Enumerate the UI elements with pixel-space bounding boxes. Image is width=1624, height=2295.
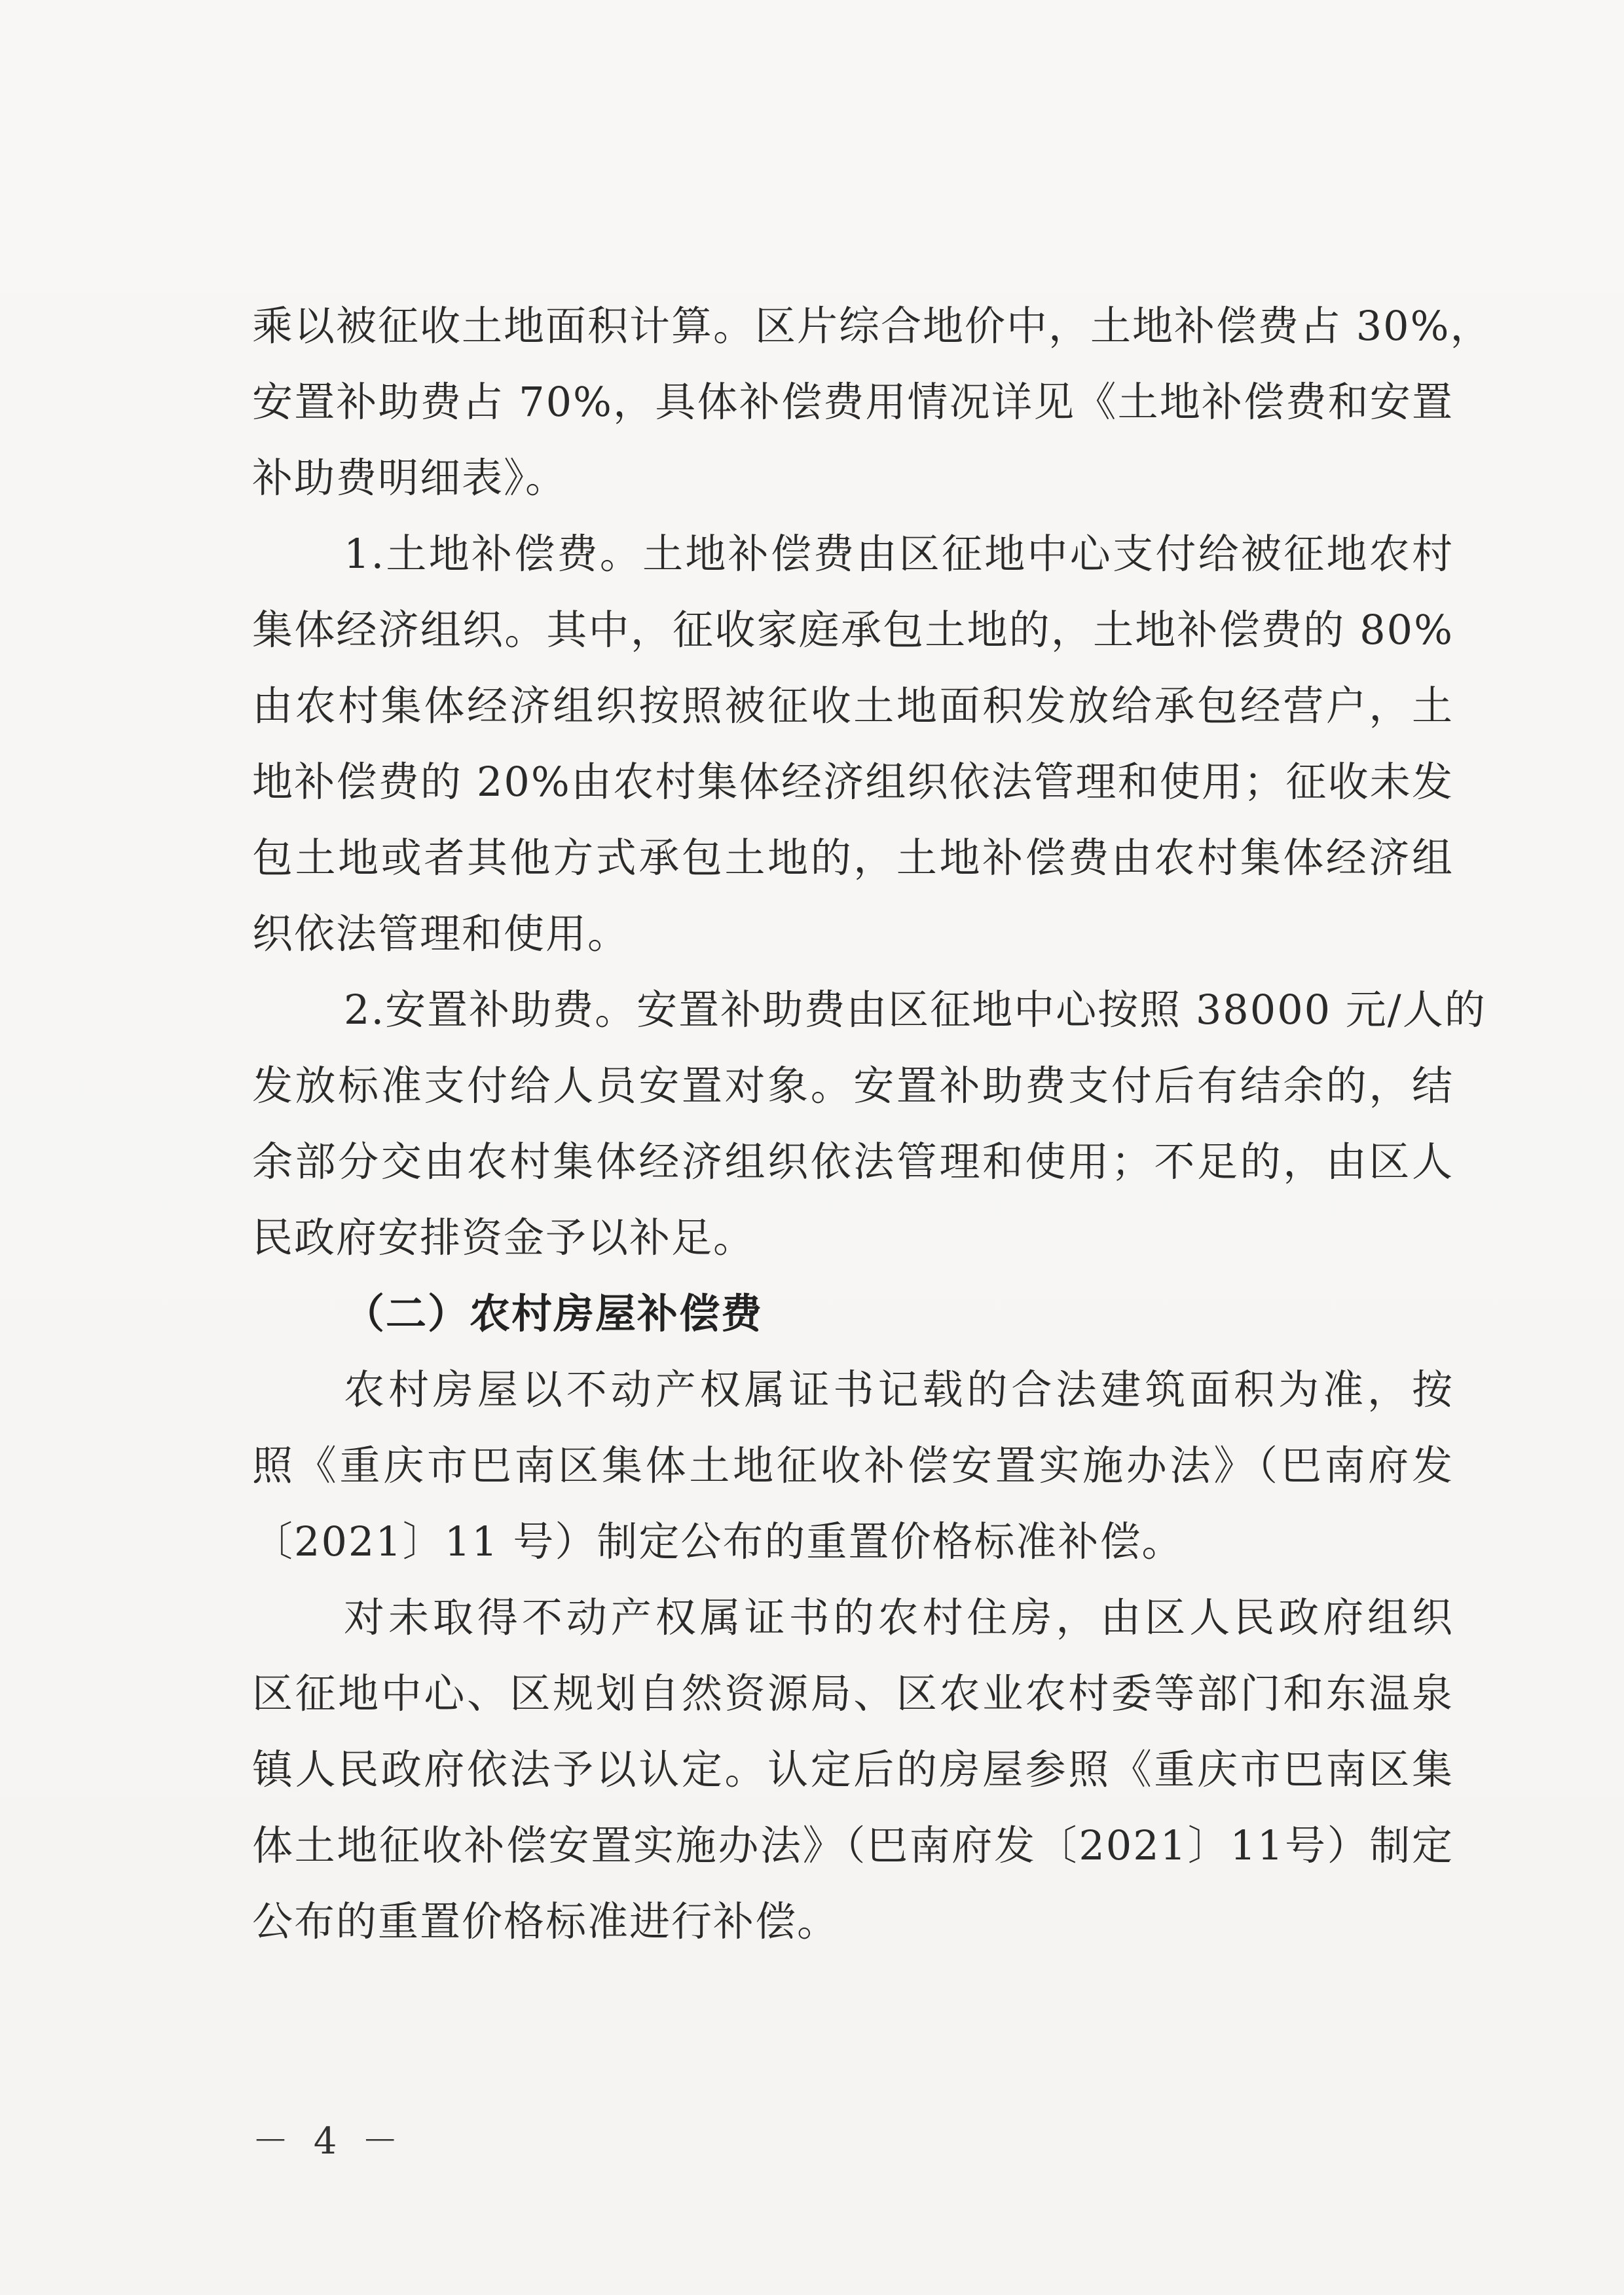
text-line: 集体经济组织。其中，征收家庭承包土地的，土地补偿费的 80% (252, 606, 1454, 654)
text-line: 余部分交由农村集体经济组织依法管理和使用；不足的，由区人 (252, 1138, 1454, 1185)
text-line: 补助费明细表》。 (252, 454, 568, 502)
document-body (252, 288, 1492, 1960)
section-heading: （二）农村房屋补偿费 (344, 1290, 764, 1337)
text-line: 由农村集体经济组织按照被征收土地面积发放给承包经营户，土 (252, 682, 1454, 730)
text-line: 织依法管理和使用。 (252, 910, 630, 958)
text-line: 体土地征收补偿安置实施办法》（巴南府发〔2021〕11号）制定 (252, 1821, 1454, 1869)
text-line: 1.土地补偿费。土地补偿费由区征地中心支付给被征地农村 (344, 530, 1454, 578)
text-line: 地补偿费的 20%由农村集体经济组织依法管理和使用；征收未发 (252, 758, 1454, 806)
text-line: 公布的重置价格标准进行补偿。 (252, 1897, 840, 1945)
text-line: 乘以被征收土地面积计算。区片综合地价中，土地补偿费占 30%， (252, 302, 1492, 350)
text-line: 安置补助费占 70%，具体补偿费用情况详见《土地补偿费和安置 (252, 378, 1454, 426)
text-line: 包土地或者其他方式承包土地的，土地补偿费由农村集体经济组 (252, 834, 1454, 882)
text-line: 区征地中心、区规划自然资源局、区农业农村委等部门和东温泉 (252, 1670, 1454, 1717)
text-line: 〔2021〕11 号）制定公布的重置价格标准补偿。 (252, 1518, 1184, 1565)
text-line: 对未取得不动产权属证书的农村住房，由区人民政府组织 (344, 1594, 1454, 1641)
text-line: 发放标准支付给人员安置对象。安置补助费支付后有结余的，结 (252, 1062, 1454, 1110)
text-line: 2.安置补助费。安置补助费由区征地中心按照 38000 元/人的 (344, 986, 1486, 1034)
text-line: 镇人民政府依法予以认定。认定后的房屋参照《重庆市巴南区集 (252, 1745, 1454, 1793)
text-line: 照《重庆市巴南区集体土地征收补偿安置实施办法》（巴南府发 (252, 1442, 1454, 1489)
text-line: 农村房屋以不动产权属证书记载的合法建筑面积为准，按 (344, 1366, 1454, 1413)
text-line: 民政府安排资金予以补足。 (252, 1214, 756, 1261)
page-number: － 4 － (252, 2120, 405, 2163)
